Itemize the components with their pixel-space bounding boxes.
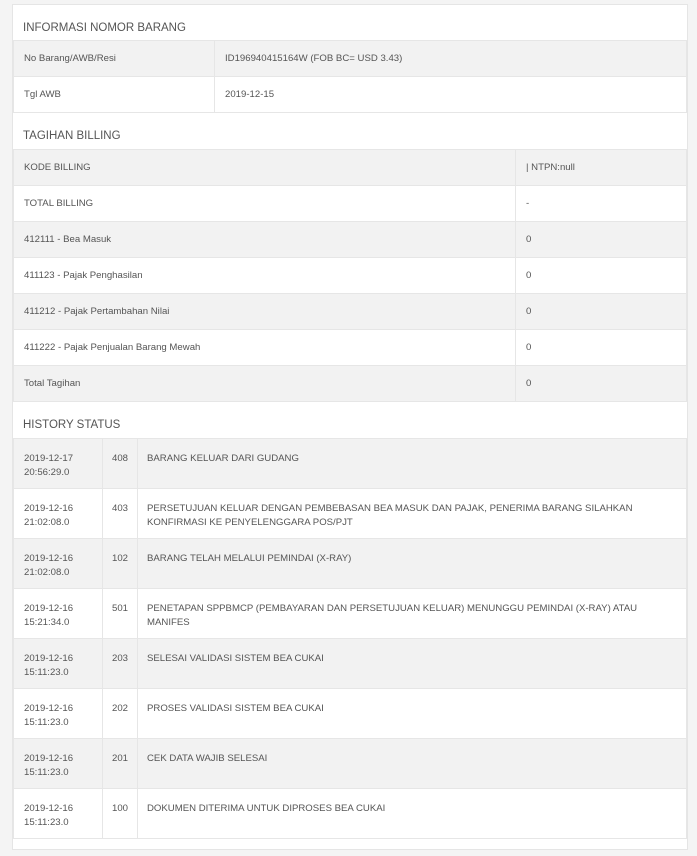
history-datetime <box>14 689 103 739</box>
billing-label: TOTAL BILLING <box>14 186 516 222</box>
history-date: 2019-12-16 <box>24 753 74 764</box>
billing-section-title: TAGIHAN BILLING <box>23 130 121 142</box>
info-section-title: INFORMASI NOMOR BARANG <box>23 22 186 34</box>
info-table <box>13 40 687 113</box>
billing-value: - <box>516 186 687 222</box>
tracking-panel <box>12 4 688 850</box>
table-row <box>14 366 687 402</box>
billing-value: | NTPN:null <box>516 150 687 186</box>
billing-label: 411123 - Pajak Penghasilan <box>14 258 516 294</box>
billing-value: 0 <box>516 258 687 294</box>
billing-label: 411222 - Pajak Penjualan Barang Mewah <box>14 330 516 366</box>
billing-value: 0 <box>516 222 687 258</box>
history-datetime <box>14 739 103 789</box>
history-time: 21:02:08.0 <box>24 517 70 528</box>
history-time: 15:21:34.0 <box>24 617 70 628</box>
billing-label: KODE BILLING <box>14 150 516 186</box>
history-date: 2019-12-16 <box>24 803 74 814</box>
history-code: 501 <box>103 589 138 639</box>
history-code: 408 <box>103 439 138 489</box>
history-status: PENETAPAN SPPBMCP (PEMBAYARAN DAN PERSETUJUAN KELUAR) MENUNGGU PEMINDAI (X-RAY) ATAU MANIFES <box>138 589 687 639</box>
history-code: 203 <box>103 639 138 689</box>
table-row <box>14 739 687 789</box>
history-status: DOKUMEN DITERIMA UNTUK DIPROSES BEA CUKAI <box>138 789 687 839</box>
history-table <box>13 438 687 839</box>
history-section-title: HISTORY STATUS <box>23 419 121 431</box>
history-status: BARANG KELUAR DARI GUDANG <box>138 439 687 489</box>
table-row <box>14 789 687 839</box>
history-date: 2019-12-16 <box>24 603 74 614</box>
history-time: 15:11:23.0 <box>24 817 69 828</box>
billing-label: 411212 - Pajak Pertambahan Nilai <box>14 294 516 330</box>
history-time: 15:11:23.0 <box>24 767 69 778</box>
history-time: 15:11:23.0 <box>24 717 69 728</box>
history-date: 2019-12-16 <box>24 553 74 564</box>
info-label: No Barang/AWB/Resi <box>14 41 215 77</box>
billing-value: 0 <box>516 294 687 330</box>
history-status: PERSETUJUAN KELUAR DENGAN PEMBEBASAN BEA MASUK DAN PAJAK, PENERIMA BARANG SILAHKAN KONFIRMASI KE PENYELENGGARA POS/PJT <box>138 489 687 539</box>
table-row <box>14 258 687 294</box>
history-datetime <box>14 539 103 589</box>
table-row <box>14 689 687 739</box>
history-status: SELESAI VALIDASI SISTEM BEA CUKAI <box>138 639 687 689</box>
history-date: 2019-12-16 <box>24 653 74 664</box>
table-row <box>14 639 687 689</box>
history-code: 202 <box>103 689 138 739</box>
table-row <box>14 489 687 539</box>
history-status: BARANG TELAH MELALUI PEMINDAI (X-RAY) <box>138 539 687 589</box>
billing-label: 412111 - Bea Masuk <box>14 222 516 258</box>
info-label: Tgl AWB <box>14 77 215 113</box>
history-code: 403 <box>103 489 138 539</box>
billing-table <box>13 149 687 402</box>
history-time: 15:11:23.0 <box>24 667 69 678</box>
history-code: 102 <box>103 539 138 589</box>
history-datetime <box>14 489 103 539</box>
info-value: 2019-12-15 <box>215 77 687 113</box>
billing-value: 0 <box>516 366 687 402</box>
history-date: 2019-12-17 <box>24 453 74 464</box>
history-datetime <box>14 639 103 689</box>
table-row <box>14 330 687 366</box>
history-time: 20:56:29.0 <box>24 467 70 478</box>
table-row <box>14 222 687 258</box>
table-row <box>14 186 687 222</box>
history-datetime <box>14 589 103 639</box>
history-datetime <box>14 789 103 839</box>
info-value: ID196940415164W (FOB BC= USD 3.43) <box>215 41 687 77</box>
history-date: 2019-12-16 <box>24 503 74 514</box>
history-time: 21:02:08.0 <box>24 567 70 578</box>
table-row <box>14 294 687 330</box>
history-status: CEK DATA WAJIB SELESAI <box>138 739 687 789</box>
table-row <box>14 589 687 639</box>
table-row <box>14 439 687 489</box>
history-status: PROSES VALIDASI SISTEM BEA CUKAI <box>138 689 687 739</box>
billing-value: 0 <box>516 330 687 366</box>
history-datetime <box>14 439 103 489</box>
history-date: 2019-12-16 <box>24 703 74 714</box>
table-row <box>14 539 687 589</box>
history-code: 100 <box>103 789 138 839</box>
table-row <box>14 41 687 77</box>
table-row <box>14 150 687 186</box>
table-row <box>14 77 687 113</box>
history-code: 201 <box>103 739 138 789</box>
billing-label: Total Tagihan <box>14 366 516 402</box>
